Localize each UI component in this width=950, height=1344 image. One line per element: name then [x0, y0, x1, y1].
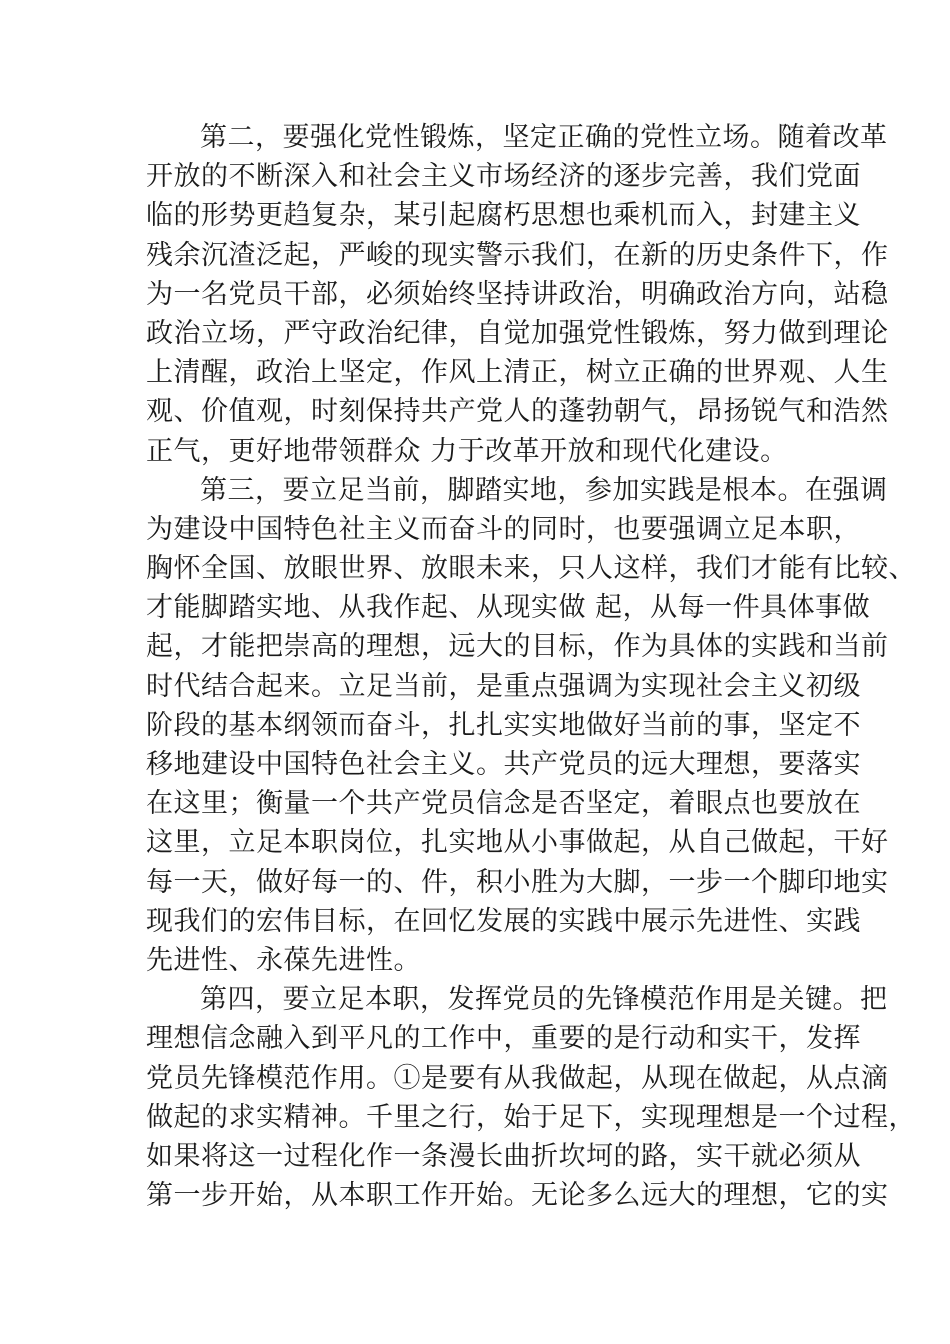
text-line: 胸怀全国、放眼世界、放眼未来，只人这样，我们才能有比较、 [146, 553, 916, 585]
text-line: 残余沉渣泛起，严峻的现实警示我们，在新的历史条件下，作 [146, 239, 889, 271]
text-line: 观、价值观，时刻保持共产党人的蓬勃朝气，昂扬锐气和浩然 [146, 396, 889, 428]
text-line: 才能脚踏实地、从我作起、从现实做 起，从每一件具体事做 [146, 592, 871, 624]
text-line: 起，才能把崇高的理想，远大的目标，作为具体的实践和当前 [146, 631, 889, 663]
text-line: 为建设中国特色社主义而奋斗的同时，也要强调立足本职， [146, 513, 861, 545]
text-line: 这里，立足本职岗位，扎实地从小事做起，从自己做起，干好 [146, 827, 889, 859]
paragraph-2 [146, 471, 916, 980]
text-line: 开放的不断深入和社会主义市场经济的逐步完善，我们党面 [146, 161, 861, 193]
text-line: 先进性、永葆先进性。 [146, 944, 421, 976]
text-line: 第四，要立足本职，发挥党员的先锋模范作用是关键。把 [200, 984, 888, 1016]
text-line: 上清醒，政治上坚定，作风上清正，树立正确的世界观、人生 [146, 357, 889, 389]
text-line: 时代结合起来。立足当前，是重点强调为实现社会主义初级 [146, 670, 861, 702]
text-line: 第三，要立足当前，脚踏实地，参加实践是根本。在强调 [200, 474, 888, 506]
text-line: 为一名党员干部，必须始终坚持讲政治，明确政治方向，站稳 [146, 278, 889, 310]
text-line: 如果将这一过程化作一条漫长曲折坎坷的路，实干就必须从 [146, 1140, 861, 1172]
text-line: 移地建设中国特色社会主义。共产党员的远大理想，要落实 [146, 749, 861, 780]
text-line: 党员先锋模范作用。①是要有从我做起，从现在做起，从点滴 [146, 1062, 889, 1094]
text-line: 阶段的基本纲领而奋斗，扎扎实实地做好当前的事，坚定不 [146, 709, 861, 741]
text-line: 做起的求实精神。千里之行，始于足下，实现理想是一个过程， [146, 1101, 916, 1133]
text-line: 每一天，做好每一的、件，积小胜为大脚，一步一个脚印地实 [146, 866, 889, 898]
text-line: 临的形势更趋复杂，某引起腐朽思想也乘机而入，封建主义 [146, 200, 861, 232]
document-body [146, 118, 916, 1215]
text-line: 政治立场，严守政治纪律，自觉加强党性锻炼，努力做到理论 [146, 317, 889, 349]
text-line: 正气，更好地带领群众 力于改革开放和现代化建设。 [146, 435, 788, 467]
text-line: 在这里；衡量一个共产党员信念是否坚定，着眼点也要放在 [146, 788, 861, 820]
text-line: 第一步开始，从本职工作开始。无论多么远大的理想，它的实 [146, 1180, 889, 1212]
text-line: 现我们的宏伟目标，在回忆发展的实践中展示先进性、实践 [146, 905, 861, 937]
paragraph-3 [146, 980, 916, 1215]
text-line: 理想信念融入到平凡的工作中，重要的是行动和实干，发挥 [146, 1023, 861, 1055]
text-line: 第二，要强化党性锻炼，坚定正确的党性立场。随着改革 [200, 122, 888, 153]
paragraph-1 [146, 118, 889, 471]
